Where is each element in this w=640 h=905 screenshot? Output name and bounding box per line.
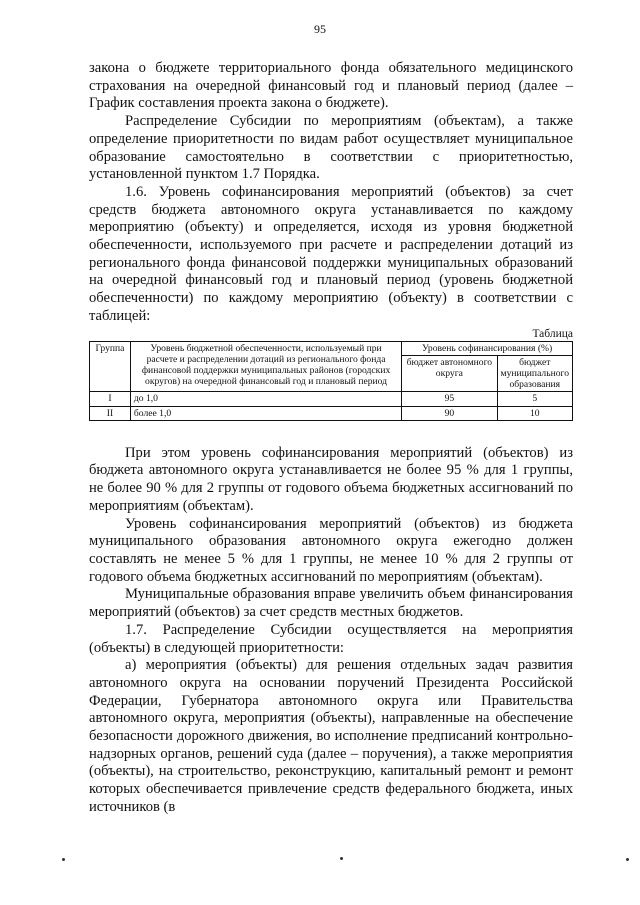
cell-autonomous: 90 [402, 406, 497, 420]
table-row [90, 392, 573, 406]
header-cofinancing: Уровень софинансирования (%) [402, 341, 573, 355]
paragraph-7: 1.7. Распределение Субсидии осуществляется на мероприятия (объекты) в следующей приоритетности: [89, 621, 573, 656]
paragraph-8: а) мероприятия (объекты) для решения отдельных задач развития автономного округа на основании поручений Президента Российской Федерации, Губернатора автономного округа или Правительства автономного округа, мероприятия (объекты), направленные на обеспечение безопасности дорожного движения, во исполнение предписаний контрольно-надзорных органов, решений суда (далее – поручения), а также мероприятия (объекты), на строительство, реконструкцию, капитальный ремонт и ремонт которых обеспечивается привлечение средств федерального бюджета, иных источников (в [89, 657, 573, 815]
cell-level: более 1,0 [130, 406, 401, 420]
paragraph-4: При этом уровень софинансирования мероприятий (объектов) из бюджета автономного округа устанавливается не более 95 % для 1 группы, не более 90 % для 2 группы от годового объема бюджетных ассигнований по мероприятиям (объектам). [89, 444, 573, 514]
cell-municipal: 5 [497, 392, 572, 406]
cell-level: до 1,0 [130, 392, 401, 406]
header-description: Уровень бюджетной обеспеченности, используемый при расчете и распределении дотаций из регионального фонда финансовой поддержки муниципальных районов (городских округов) на очередной финансовый год и плановый период [130, 341, 401, 392]
cell-group: II [90, 406, 131, 420]
table-header-row [90, 341, 573, 355]
scan-speck [62, 858, 65, 861]
cell-municipal: 10 [497, 406, 572, 420]
cell-autonomous: 95 [402, 392, 497, 406]
paragraph-6: Муниципальные образования вправе увеличить объем финансирования мероприятий (объектов) за счет средств местных бюджетов. [89, 586, 573, 621]
document-body [89, 60, 573, 817]
paragraph-5: Уровень софинансирования мероприятий (объектов) из бюджета муниципального образования автономного округа ежегодно должен составлять не менее 5 % для 1 группы, не менее 10 % для 2 группы от годового объема бюджетных ассигнований по мероприятиям (объектам). [89, 515, 573, 585]
page-number: 95 [314, 22, 326, 36]
paragraph-1: закона о бюджете территориального фонда обязательного медицинского страхования на очередной финансовый год и плановый период (далее – График составления проекта закона о бюджете). [89, 60, 573, 112]
scan-speck [340, 857, 343, 860]
scan-speck [626, 858, 629, 861]
table-caption: Таблица [532, 327, 573, 340]
paragraph-3: 1.6. Уровень софинансирования мероприятий (объектов) за счет средств бюджета автономного округа устанавливается по каждому мероприятию (объекту) и определяется, исходя из уровня бюджетной обеспеченности, используемого при расчете и распределении дотаций из регионального фонда финансовой поддержки муниципальных образований на очередной финансовый год и плановый период (уровень бюджетной обеспеченности) по каждому мероприятию (объекту) в соответствии с таблицей: [89, 183, 573, 324]
cofinancing-table [89, 341, 573, 421]
header-municipal: бюджет муниципального образования [497, 355, 572, 392]
paragraph-2: Распределение Субсидии по мероприятиям (объектам), а также определение приоритетности по видам работ осуществляет муниципальное образование самостоятельно в соответствии с приоритетностью, установленной пунктом 1.7 Порядка. [89, 113, 573, 183]
cell-group: I [90, 392, 131, 406]
table-row [90, 406, 573, 420]
header-autonomous: бюджет автономного округа [402, 355, 497, 392]
header-group: Группа [90, 341, 131, 392]
